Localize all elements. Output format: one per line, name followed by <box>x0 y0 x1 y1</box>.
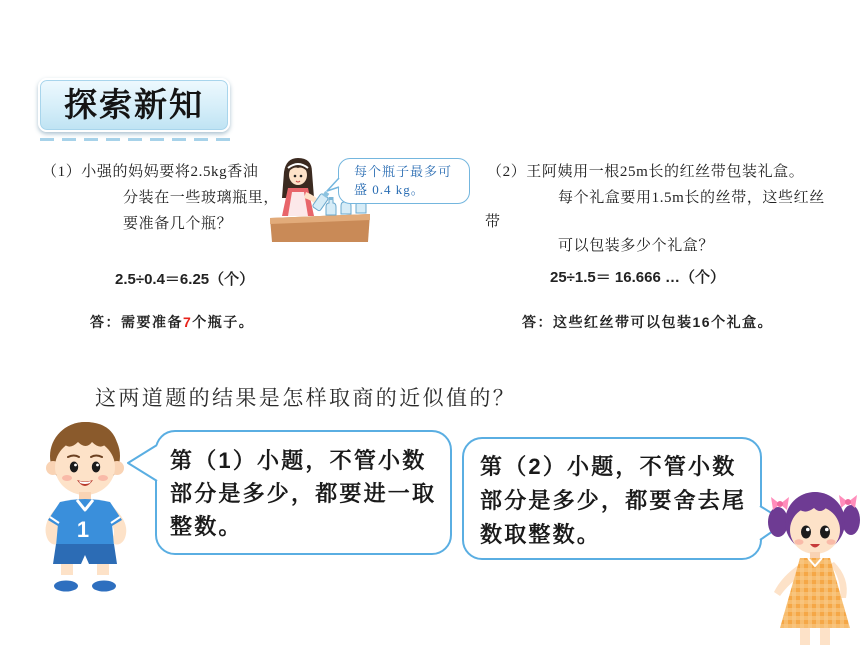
boy-bubble-line-3: 整数。 <box>170 514 243 539</box>
problem-2-line-3: 带 <box>485 214 501 230</box>
hint-line-1: 每个瓶子最多可 <box>354 164 453 179</box>
problem-2-line-4: 可以包装多少个礼盒？ <box>558 238 715 254</box>
title-dashed-divider <box>40 138 232 141</box>
hint-bubble-tail <box>326 176 342 194</box>
shirt-number: 1 <box>76 517 90 542</box>
answer-prefix: 答：需要准备 <box>90 314 183 330</box>
hint-line-2: 盛 0.4 kg。 <box>354 182 425 197</box>
problem-1-answer <box>90 313 254 331</box>
discussion-question: 这两道题的结果是怎样取商的近似值的？ <box>95 386 517 410</box>
boy-bubble-tail <box>126 440 160 486</box>
section-title: 探索新知 <box>64 86 204 123</box>
girl-student-icon <box>768 480 860 645</box>
answer-suffix: 个瓶子。 <box>192 314 255 330</box>
boy-student-icon <box>30 412 135 594</box>
boy-bubble-line-2: 部分是多少，都要进一取 <box>170 481 437 506</box>
problem-1-line-2: 分装在一些玻璃瓶里， <box>123 190 280 206</box>
problem-2-line-2: 每个礼盒要用1.5m长的丝带，这些红丝 <box>558 190 825 206</box>
boy-bubble-line-1: 第（1）小题，不管小数 <box>170 448 427 473</box>
problem-2-equation: 25÷1.5＝ 16.666 …（个） <box>550 269 725 286</box>
answer-highlight-number: 7 <box>183 314 193 330</box>
problem-1-line-3: 要准备几个瓶？ <box>123 216 233 232</box>
problem-1-equation: 2.5÷0.4＝6.25（个） <box>115 271 255 288</box>
girl-bubble-line-1: 第（2）小题，不管小数 <box>480 454 737 479</box>
girl-bubble-line-2: 部分是多少，都要舍去尾 <box>480 488 747 513</box>
problem-2-line-1: （2）王阿姨用一根25m长的红丝带包装礼盒。 <box>487 164 805 180</box>
girl-bubble-line-3: 数取整数。 <box>480 522 602 547</box>
problem-2-answer: 答：这些红丝带可以包装16个礼盒。 <box>522 314 774 330</box>
problem-1-line-1: （1）小强的妈妈要将2.5kg香油 <box>42 164 259 180</box>
section-title-badge <box>38 78 230 132</box>
